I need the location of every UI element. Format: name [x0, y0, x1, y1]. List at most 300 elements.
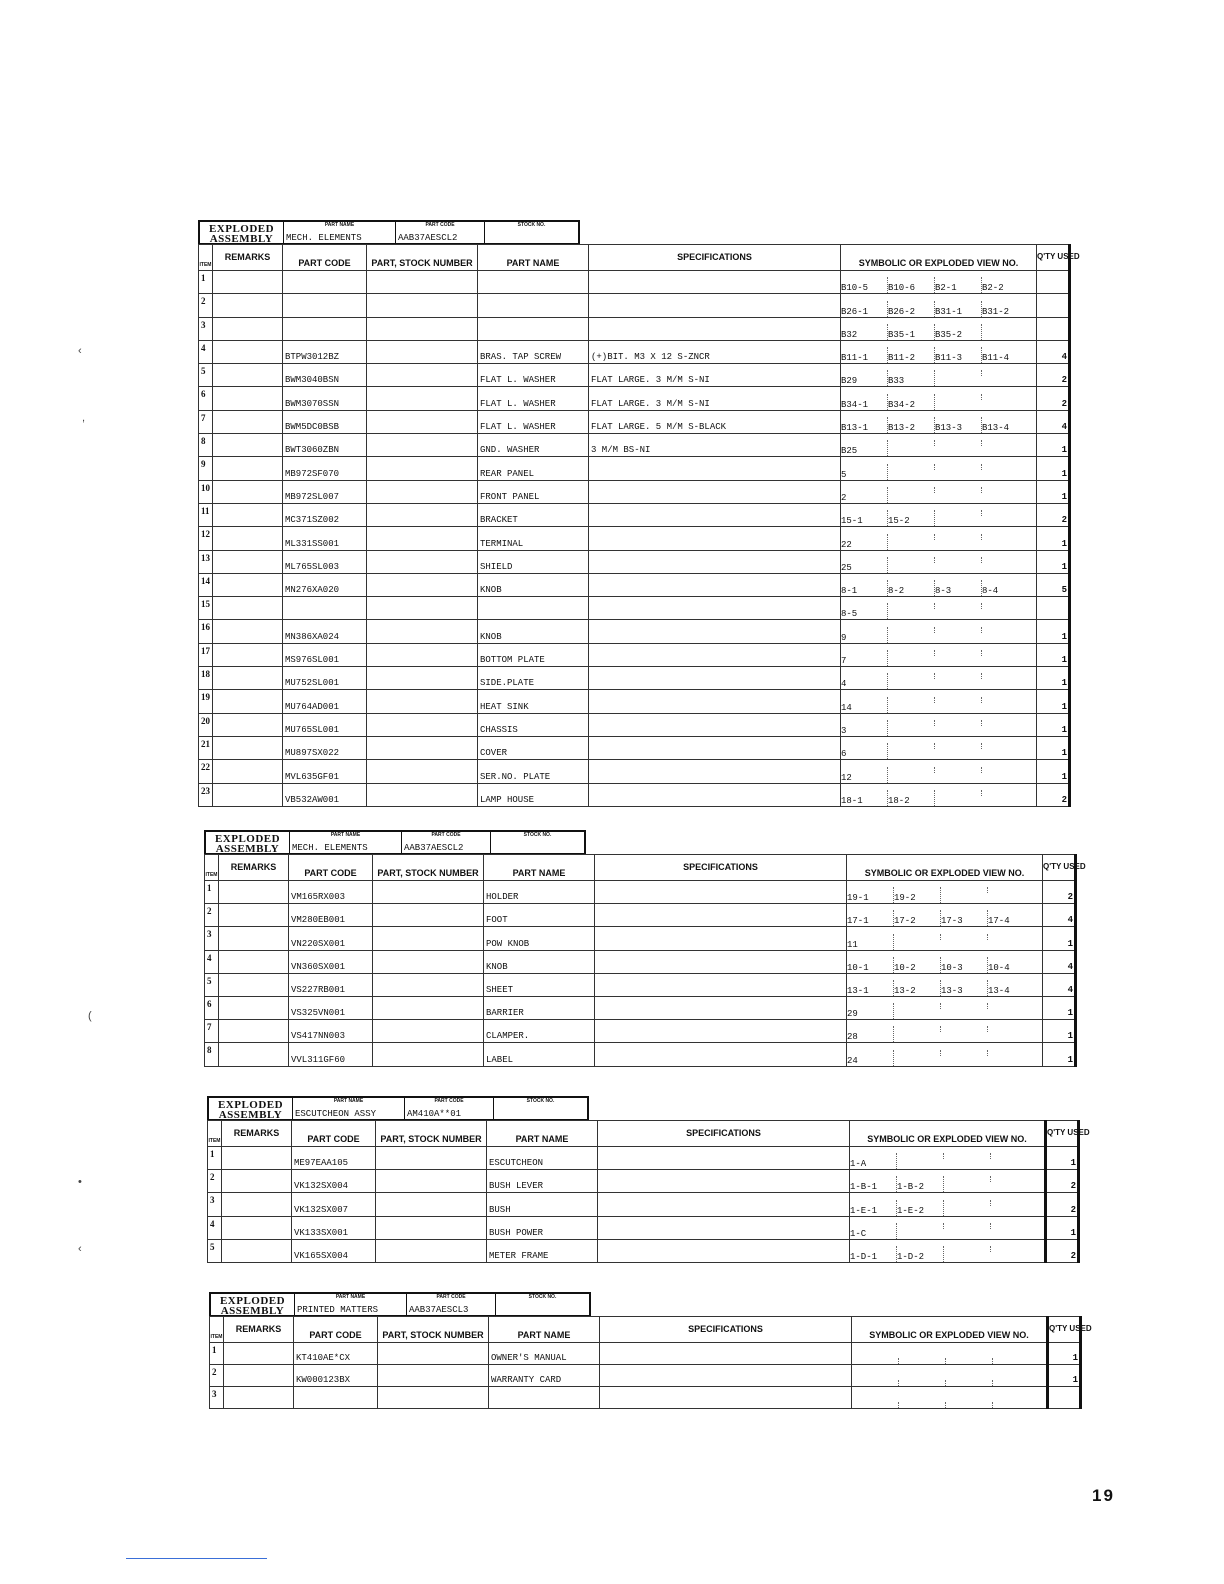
- qty-used-cell: 2: [1046, 1170, 1079, 1193]
- symbolic-value: [852, 1380, 899, 1386]
- part-code-cell: MC371SZ002: [283, 503, 367, 526]
- symbolic-value: 5: [841, 464, 888, 480]
- part-code-cell: ML765SL003: [283, 550, 367, 573]
- remarks-cell: [219, 1043, 289, 1066]
- item-number: 6: [205, 996, 219, 1019]
- symbolic-value: [941, 1026, 988, 1032]
- symbolic-value: 2: [841, 487, 888, 503]
- part-name-header: PART NAME: [489, 1317, 600, 1343]
- symbolic-cell: [850, 1239, 1046, 1262]
- symbolic-value: B13-3: [935, 417, 982, 433]
- symbolic-values: [852, 1380, 1046, 1386]
- symbolic-value: B13-4: [982, 423, 1010, 434]
- symbolic-cell: [847, 927, 1043, 950]
- assembly-name-cell: [290, 832, 402, 853]
- remarks-cell: [213, 620, 283, 643]
- symbolic-value: [991, 1176, 1038, 1182]
- part-stock-number-cell: [376, 1170, 487, 1193]
- table-row: [199, 410, 1070, 433]
- symbolic-value: 28: [847, 1026, 894, 1042]
- part-code-cell: MU897SX022: [283, 736, 367, 759]
- assembly-header: [204, 830, 586, 855]
- table-row: [199, 690, 1070, 713]
- part-stock-number-cell: [378, 1365, 489, 1387]
- exploded-assembly-label: EXPLODED ASSEMBLY: [200, 222, 284, 243]
- part-stock-number-cell: [367, 317, 478, 340]
- qty-used-cell: 4: [1037, 410, 1070, 433]
- specifications-cell: [595, 973, 847, 996]
- part-code-cell: BWM3070SSN: [283, 387, 367, 410]
- part-name-cell: FLAT L. WASHER: [478, 410, 589, 433]
- assembly-code-cell: [407, 1294, 496, 1315]
- symbolic-value: [897, 1223, 944, 1229]
- symbolic-value: 15-1: [841, 510, 888, 526]
- item-number: 5: [208, 1239, 222, 1262]
- part-code-cell: MN386XA024: [283, 620, 367, 643]
- symbolic-value: [935, 627, 982, 633]
- part-stock-number-cell: [367, 340, 478, 363]
- table-row: [199, 387, 1070, 410]
- symbolic-value: [852, 1358, 899, 1364]
- table-row: [205, 950, 1076, 973]
- specifications-cell: [589, 690, 841, 713]
- symbolic-value: [935, 370, 982, 376]
- table-row: [205, 904, 1076, 927]
- symbolic-value: [894, 1026, 941, 1032]
- symbolic-cell: [841, 713, 1037, 736]
- stock-no-cell: [491, 832, 584, 853]
- specifications-cell: [595, 1020, 847, 1043]
- symbolic-value: 10-2: [894, 957, 941, 973]
- exploded-assembly-label: EXPLODED ASSEMBLY: [211, 1294, 295, 1315]
- part-stock-number-cell: [367, 364, 478, 387]
- item-number: 9: [199, 457, 213, 480]
- parts-table: [204, 854, 1086, 1067]
- symbolic-cell: [841, 503, 1037, 526]
- part-stock-number-cell: [367, 713, 478, 736]
- symbolic-value: [935, 650, 982, 656]
- stock-no-header: STOCK NO.: [526, 1098, 555, 1104]
- symbolic-cell: [841, 550, 1037, 573]
- part-code-cell: VK165SX004: [292, 1239, 376, 1262]
- specifications-cell: [589, 294, 841, 317]
- remarks-header: REMARKS: [219, 855, 289, 881]
- symbolic-cell: [841, 410, 1037, 433]
- qty-used-cell: 1: [1037, 550, 1070, 573]
- symbolic-cell: [841, 294, 1037, 317]
- qty-used-cell: 4: [1043, 973, 1076, 996]
- table-row: [199, 783, 1070, 806]
- part-name-cell: SIDE.PLATE: [478, 667, 589, 690]
- part-name-cell: HEAT SINK: [478, 690, 589, 713]
- part-code-cell: BWT3060ZBN: [283, 434, 367, 457]
- symbolic-value: [935, 767, 982, 773]
- symbolic-cell: [847, 1020, 1043, 1043]
- specifications-cell: [589, 597, 841, 620]
- qty-used-cell: 2: [1043, 881, 1076, 904]
- specifications-cell: FLAT LARGE. 5 M/M S-BLACK: [589, 410, 841, 433]
- symbolic-values: [847, 887, 1042, 903]
- remarks-cell: [213, 690, 283, 713]
- part-name-cell: FOOT: [484, 904, 595, 927]
- assembly-name-header: PART NAME: [333, 1098, 364, 1104]
- item-number: 7: [199, 410, 213, 433]
- symbolic-value: B11-1: [841, 347, 888, 363]
- part-stock-number-cell: [373, 996, 484, 1019]
- part-name-cell: KNOB: [484, 950, 595, 973]
- symbolic-value: 10-1: [847, 957, 894, 973]
- margin-mark: ‹: [78, 1243, 82, 1255]
- symbolic-values: [847, 934, 1042, 950]
- symbolic-value: B2-2: [982, 283, 1004, 294]
- remarks-header: REMARKS: [222, 1121, 292, 1147]
- part-stock-number-cell: [367, 783, 478, 806]
- part-code-header: PART CODE: [289, 855, 373, 881]
- symbolic-value: B31-1: [935, 301, 982, 317]
- part-code-cell: BWM3040BSN: [283, 364, 367, 387]
- symbolic-cell: [841, 736, 1037, 759]
- part-code-cell: MU765SL001: [283, 713, 367, 736]
- symbolic-value: B31-2: [982, 306, 1010, 317]
- remarks-cell: [213, 340, 283, 363]
- part-code-cell: [283, 271, 367, 294]
- remarks-cell: [213, 783, 283, 806]
- table-row: [208, 1147, 1079, 1170]
- symbolic-values: [850, 1153, 1044, 1169]
- symbolic-value: 25: [841, 557, 888, 573]
- symbolic-value: 1-D-1: [850, 1246, 897, 1262]
- symbolic-values: [841, 767, 1036, 783]
- qty-used-cell: 2: [1037, 387, 1070, 410]
- assembly-name-header: PART NAME: [335, 1294, 366, 1300]
- symbolic-value: [988, 887, 1035, 893]
- part-code-cell: MB972SF070: [283, 457, 367, 480]
- qty-used-cell: 2: [1046, 1193, 1079, 1216]
- qty-used-cell: 1: [1037, 620, 1070, 643]
- item-number: 10: [199, 480, 213, 503]
- part-code-cell: VK132SX007: [292, 1193, 376, 1216]
- symbolic-value: B11-4: [982, 353, 1010, 364]
- symbolic-cell: [847, 881, 1043, 904]
- symbolic-value: [946, 1402, 993, 1408]
- symbolic-cell: [841, 783, 1037, 806]
- qty-used-header: Q'TY USED: [1043, 855, 1076, 881]
- symbolic-cell: [841, 643, 1037, 666]
- item-number: 7: [205, 1020, 219, 1043]
- assembly-code-cell: [396, 222, 485, 243]
- symbolic-value: [888, 697, 935, 703]
- part-code-cell: ML331SS001: [283, 527, 367, 550]
- symbolic-cell: [847, 904, 1043, 927]
- part-code-cell: [283, 294, 367, 317]
- remarks-cell: [222, 1147, 292, 1170]
- item-number: 22: [199, 760, 213, 783]
- symbolic-value: [982, 627, 1029, 633]
- part-code-cell: [283, 317, 367, 340]
- part-name-cell: FLAT L. WASHER: [478, 364, 589, 387]
- remarks-cell: [213, 364, 283, 387]
- part-stock-number-header: PART, STOCK NUMBER: [367, 245, 478, 271]
- part-stock-number-cell: [378, 1343, 489, 1365]
- item-number: 3: [208, 1193, 222, 1216]
- part-name-cell: GND. WASHER: [478, 434, 589, 457]
- symbolic-value: 1-C: [850, 1223, 897, 1239]
- symbolic-value: [982, 720, 1029, 726]
- symbolic-value: [894, 934, 941, 940]
- symbolic-value: 19-2: [894, 887, 941, 903]
- item-number: 23: [199, 783, 213, 806]
- part-code-cell: [294, 1387, 378, 1409]
- table-row: [199, 434, 1070, 457]
- remarks-cell: [222, 1170, 292, 1193]
- table-row: [199, 760, 1070, 783]
- symbolic-value: [982, 650, 1029, 656]
- symbolic-value: 13-2: [894, 980, 941, 996]
- symbolic-value: B34-1: [841, 394, 888, 410]
- symbolic-value: 15-2: [888, 510, 935, 526]
- remarks-cell: [219, 904, 289, 927]
- part-name-cell: BARRIER: [484, 996, 595, 1019]
- page-number: 19: [1092, 1486, 1115, 1505]
- item-number: 1: [208, 1147, 222, 1170]
- specifications-cell: [589, 783, 841, 806]
- table-row: [199, 294, 1070, 317]
- symbolic-values: [841, 673, 1036, 689]
- part-name-cell: [478, 271, 589, 294]
- assembly-code-value: AAB37AESCL2: [398, 233, 458, 243]
- part-stock-number-cell: [373, 1020, 484, 1043]
- qty-used-cell: 1: [1043, 1043, 1076, 1066]
- remarks-cell: [213, 294, 283, 317]
- part-name-cell: BUSH POWER: [487, 1216, 598, 1239]
- assembly-name-header: PART NAME: [330, 832, 361, 838]
- specifications-cell: [589, 573, 841, 596]
- symbolic-values: [847, 1003, 1042, 1019]
- symbolic-values: [841, 650, 1036, 666]
- symbolic-value: [888, 767, 935, 773]
- symbolic-values: [841, 347, 1036, 363]
- part-name-cell: BUSH: [487, 1193, 598, 1216]
- part-name-cell: BOTTOM PLATE: [478, 643, 589, 666]
- symbolic-value: [982, 440, 1029, 446]
- part-stock-number-header: PART, STOCK NUMBER: [376, 1121, 487, 1147]
- stock-no-cell: [496, 1294, 589, 1315]
- remarks-cell: [213, 667, 283, 690]
- part-name-cell: COVER: [478, 736, 589, 759]
- item-header: ITEM: [205, 855, 219, 881]
- symbolic-values: [841, 557, 1036, 573]
- part-code-cell: VS417NN003: [289, 1020, 373, 1043]
- specifications-cell: [589, 713, 841, 736]
- symbolic-value: 18-2: [888, 790, 935, 806]
- item-number: 1: [205, 881, 219, 904]
- symbolic-cell: [847, 973, 1043, 996]
- part-stock-number-cell: [367, 620, 478, 643]
- symbolic-value: [935, 697, 982, 703]
- symbolic-value: [991, 1153, 1038, 1159]
- remarks-cell: [224, 1365, 294, 1387]
- specifications-cell: [598, 1170, 850, 1193]
- symbolic-header: SYMBOLIC OR EXPLODED VIEW NO.: [850, 1121, 1046, 1147]
- symbolic-value: [888, 720, 935, 726]
- table-row: [205, 927, 1076, 950]
- remarks-cell: [213, 550, 283, 573]
- assembly-name-value: MECH. ELEMENTS: [292, 843, 368, 853]
- qty-used-cell: 1: [1037, 434, 1070, 457]
- symbolic-value: [899, 1402, 946, 1408]
- remarks-cell: [213, 434, 283, 457]
- specifications-cell: FLAT LARGE. 3 M/M S-NI: [589, 387, 841, 410]
- part-code-cell: VK133SX001: [292, 1216, 376, 1239]
- item-number: 19: [199, 690, 213, 713]
- symbolic-values: [841, 370, 1036, 386]
- part-stock-number-cell: [373, 881, 484, 904]
- specifications-cell: [600, 1343, 852, 1365]
- part-stock-number-cell: [367, 736, 478, 759]
- part-code-cell: ME97EAA105: [292, 1147, 376, 1170]
- symbolic-value: [982, 534, 1029, 540]
- qty-used-cell: [1037, 317, 1070, 340]
- part-stock-number-cell: [367, 597, 478, 620]
- symbolic-value: [935, 440, 982, 446]
- table-row: [199, 271, 1070, 294]
- table-row: [199, 480, 1070, 503]
- symbolic-value: B25: [841, 440, 888, 456]
- part-name-cell: LABEL: [484, 1043, 595, 1066]
- specifications-cell: [595, 950, 847, 973]
- symbolic-value: [946, 1380, 993, 1386]
- assembly-code-cell: [405, 1098, 494, 1119]
- symbolic-values: [841, 697, 1036, 713]
- qty-used-cell: 4: [1037, 340, 1070, 363]
- symbolic-value: 1-A: [850, 1153, 897, 1169]
- part-stock-number-cell: [367, 480, 478, 503]
- specifications-cell: [589, 271, 841, 294]
- symbolic-value: B26-1: [841, 301, 888, 317]
- margin-mark: (: [88, 1010, 92, 1022]
- qty-used-cell: [1037, 597, 1070, 620]
- symbolic-value: [944, 1246, 991, 1252]
- remarks-cell: [219, 1020, 289, 1043]
- symbolic-cell: [847, 996, 1043, 1019]
- specifications-cell: [589, 457, 841, 480]
- specifications-cell: [598, 1216, 850, 1239]
- symbolic-values: [841, 790, 1036, 806]
- table-row: [199, 713, 1070, 736]
- specifications-cell: [589, 736, 841, 759]
- symbolic-values: [847, 1050, 1042, 1066]
- symbolic-value: [982, 673, 1029, 679]
- symbolic-value: 8-3: [935, 580, 982, 596]
- part-name-cell: ESCUTCHEON: [487, 1147, 598, 1170]
- table-row: [208, 1170, 1079, 1193]
- symbolic-value: [935, 394, 982, 400]
- remarks-cell: [213, 643, 283, 666]
- assembly-name-value: ESCUTCHEON ASSY: [295, 1109, 377, 1119]
- part-stock-number-cell: [367, 457, 478, 480]
- symbolic-values: [841, 440, 1036, 456]
- item-number: 21: [199, 736, 213, 759]
- part-name-header: PART NAME: [484, 855, 595, 881]
- qty-used-cell: 1: [1048, 1343, 1081, 1365]
- item-number: 3: [210, 1387, 224, 1409]
- part-name-cell: SHIELD: [478, 550, 589, 573]
- symbolic-values: [841, 743, 1036, 759]
- remarks-cell: [224, 1343, 294, 1365]
- specifications-cell: (+)BIT. M3 X 12 S-ZNCR: [589, 340, 841, 363]
- symbolic-value: B35-1: [888, 324, 935, 340]
- specifications-header: SPECIFICATIONS: [589, 245, 841, 271]
- item-number: 11: [199, 503, 213, 526]
- item-number: 5: [199, 364, 213, 387]
- table-row: [210, 1343, 1081, 1365]
- part-code-cell: MS976SL001: [283, 643, 367, 666]
- symbolic-value: [944, 1153, 991, 1159]
- part-stock-number-cell: [367, 294, 478, 317]
- part-stock-number-cell: [367, 503, 478, 526]
- part-name-cell: CLAMPER.: [484, 1020, 595, 1043]
- symbolic-cell: [841, 573, 1037, 596]
- part-code-cell: MN276XA020: [283, 573, 367, 596]
- symbolic-value: 13-3: [941, 980, 988, 996]
- symbolic-value: [935, 464, 982, 470]
- symbolic-value: [993, 1380, 1040, 1386]
- symbolic-value: [888, 603, 935, 609]
- item-number: 2: [208, 1170, 222, 1193]
- part-stock-number-cell: [367, 387, 478, 410]
- part-code-cell: MB972SL007: [283, 480, 367, 503]
- qty-used-header: Q'TY USED: [1037, 245, 1070, 271]
- qty-used-cell: 1: [1037, 457, 1070, 480]
- symbolic-value: 8-1: [841, 580, 888, 596]
- qty-used-cell: 1: [1037, 690, 1070, 713]
- remarks-cell: [213, 736, 283, 759]
- item-header: ITEM: [208, 1121, 222, 1147]
- item-number: 2: [210, 1365, 224, 1387]
- symbolic-value: [946, 1358, 993, 1364]
- qty-used-cell: 2: [1046, 1239, 1079, 1262]
- part-code-header: PART CODE: [294, 1317, 378, 1343]
- symbolic-value: 9: [841, 627, 888, 643]
- symbolic-cell: [841, 340, 1037, 363]
- symbolic-cell: [852, 1387, 1048, 1409]
- part-stock-number-cell: [376, 1193, 487, 1216]
- remarks-cell: [213, 317, 283, 340]
- symbolic-value: 14: [841, 697, 888, 713]
- item-number: 2: [199, 294, 213, 317]
- symbolic-values: [841, 510, 1036, 526]
- part-code-cell: VVL311GF60: [289, 1043, 373, 1066]
- symbolic-value: 8-5: [841, 603, 888, 619]
- symbolic-values: [847, 957, 1042, 973]
- symbolic-cell: [841, 364, 1037, 387]
- symbolic-value: [988, 934, 1035, 940]
- part-code-cell: KT410AE*CX: [294, 1343, 378, 1365]
- part-name-cell: BRACKET: [478, 503, 589, 526]
- symbolic-value: [935, 743, 982, 749]
- assembly-name-header: PART NAME: [324, 222, 355, 228]
- assembly-name-value: PRINTED MATTERS: [297, 1305, 379, 1315]
- table-row: [205, 1043, 1076, 1066]
- symbolic-value: B13-1: [841, 417, 888, 433]
- symbolic-values: [841, 487, 1036, 503]
- item-number: 3: [199, 317, 213, 340]
- symbolic-cell: [852, 1343, 1048, 1365]
- specifications-cell: 3 M/M BS-NI: [589, 434, 841, 457]
- qty-used-cell: 1: [1046, 1147, 1079, 1170]
- symbolic-value: [894, 1050, 941, 1056]
- symbolic-value: [991, 1200, 1038, 1206]
